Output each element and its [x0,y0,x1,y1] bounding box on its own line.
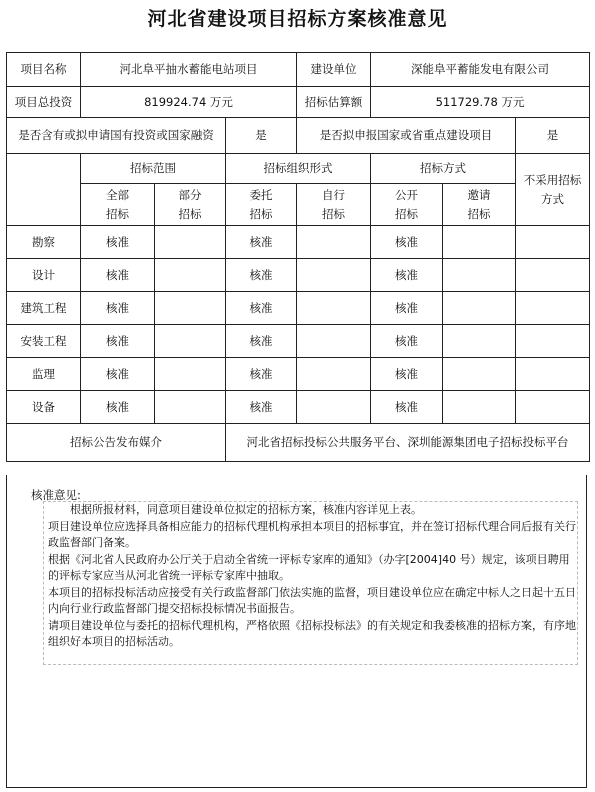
table-row [7,226,590,259]
cell-self [297,358,371,391]
approval-table [6,52,590,462]
item-header-blank [7,154,81,226]
project-name-label: 项目名称 [7,53,81,87]
sub-header-full: 全部 招标 [81,184,155,226]
table-row [7,325,590,358]
builder-label: 建设单位 [297,53,371,87]
cell-open: 核准 [371,259,443,292]
opinion-body [43,501,578,665]
bid-estimate-label: 招标估算额 [297,87,371,118]
cell-open: 核准 [371,358,443,391]
cell-entrust: 核准 [226,391,297,424]
sub-header-entrust: 委托 招标 [226,184,297,226]
table-row [7,259,590,292]
method-header: 招标方式 [371,154,516,184]
row-item: 监理 [7,358,81,391]
cell-full: 核准 [81,391,155,424]
cell-entrust: 核准 [226,358,297,391]
cell-entrust: 核准 [226,226,297,259]
document-title: 河北省建设项目招标方案核准意见 [147,8,448,30]
investment-row [7,87,590,118]
cell-full: 核准 [81,292,155,325]
cell-partial [155,325,226,358]
cell-self [297,226,371,259]
media-row [7,424,590,462]
row-item: 设计 [7,259,81,292]
table-row [7,292,590,325]
opinion-title: 核准意见: [31,488,81,502]
cell-entrust: 核准 [226,292,297,325]
cell-none [516,226,590,259]
state-fund-answer: 是 [226,118,297,154]
total-investment-label: 项目总投资 [7,87,81,118]
opinion-section [6,475,587,788]
row-item: 建筑工程 [7,292,81,325]
media-value: 河北省招标投标公共服务平台、深圳能源集团电子招标投标平台 [226,424,590,462]
cell-invite [443,259,516,292]
cell-full: 核准 [81,259,155,292]
cell-none [516,391,590,424]
builder-value: 深能阜平蓄能发电有限公司 [371,53,590,87]
cell-full: 核准 [81,226,155,259]
cell-self [297,325,371,358]
project-name-row [7,53,590,87]
cell-full: 核准 [81,358,155,391]
questions-row [7,118,590,154]
cell-partial [155,358,226,391]
sub-header-open: 公开 招标 [371,184,443,226]
sub-header-self: 自行 招标 [297,184,371,226]
total-investment-value: 819924.74 万元 [81,87,297,118]
key-project-question: 是否拟申报国家或省重点建设项目 [297,118,516,154]
row-item: 安装工程 [7,325,81,358]
cell-partial [155,292,226,325]
cell-none [516,292,590,325]
cell-partial [155,259,226,292]
sub-header-partial: 部分 招标 [155,184,226,226]
cell-open: 核准 [371,391,443,424]
group-header-row [7,154,590,184]
key-project-answer: 是 [516,118,590,154]
media-label: 招标公告发布媒介 [7,424,226,462]
table-row [7,391,590,424]
cell-none [516,325,590,358]
cell-invite [443,226,516,259]
project-name-value: 河北阜平抽水蓄能电站项目 [81,53,297,87]
opinion-paragraph: 本项目的招标投标活动应接受有关行政监督部门依法实施的监督，项目建设单位应在确定中标人之日起十五日内向行业行政监督部门提交招标投标情况书面报告。 [48,585,576,615]
opinion-paragraph: 请项目建设单位与委托的招标代理机构，严格依照《招标投标法》的有关规定和我委核准的招标方案，有序地组织好本项目的招标活动。 [48,618,576,648]
cell-partial [155,226,226,259]
opinion-paragraph: 根据《河北省人民政府办公厅关于启动全省统一评标专家库的通知》（办字[2004]40 号）规定，该项目聘用的评标专家应当从河北省统一评标专家库中抽取。 [48,552,570,582]
row-item: 设备 [7,391,81,424]
cell-invite [443,292,516,325]
opinion-paragraph: 根据所报材料，同意项目建设单位拟定的招标方案，核准内容详见上表。 [70,503,422,516]
row-item: 勘察 [7,226,81,259]
cell-open: 核准 [371,292,443,325]
cell-partial [155,391,226,424]
cell-invite [443,391,516,424]
cell-open: 核准 [371,226,443,259]
cell-open: 核准 [371,325,443,358]
cell-full: 核准 [81,325,155,358]
cell-invite [443,358,516,391]
scope-header: 招标范围 [81,154,226,184]
cell-entrust: 核准 [226,259,297,292]
opinion-paragraph: 项目建设单位应选择具备相应能力的招标代理机构承担本项目的招标事宜，并在签订招标代理合同后报有关行政监督部门备案。 [48,519,576,549]
no-method-header: 不采用招标方式 [516,154,590,226]
sub-header-invite: 邀请 招标 [443,184,516,226]
cell-entrust: 核准 [226,325,297,358]
state-fund-question: 是否含有或拟申请国有投资或国家融资 [7,118,226,154]
cell-none [516,358,590,391]
sub-header-row [7,184,590,226]
cell-none [516,259,590,292]
org-header: 招标组织形式 [226,154,371,184]
bid-estimate-value: 511729.78 万元 [371,87,590,118]
table-row [7,358,590,391]
cell-self [297,259,371,292]
cell-invite [443,325,516,358]
cell-self [297,292,371,325]
cell-self [297,391,371,424]
